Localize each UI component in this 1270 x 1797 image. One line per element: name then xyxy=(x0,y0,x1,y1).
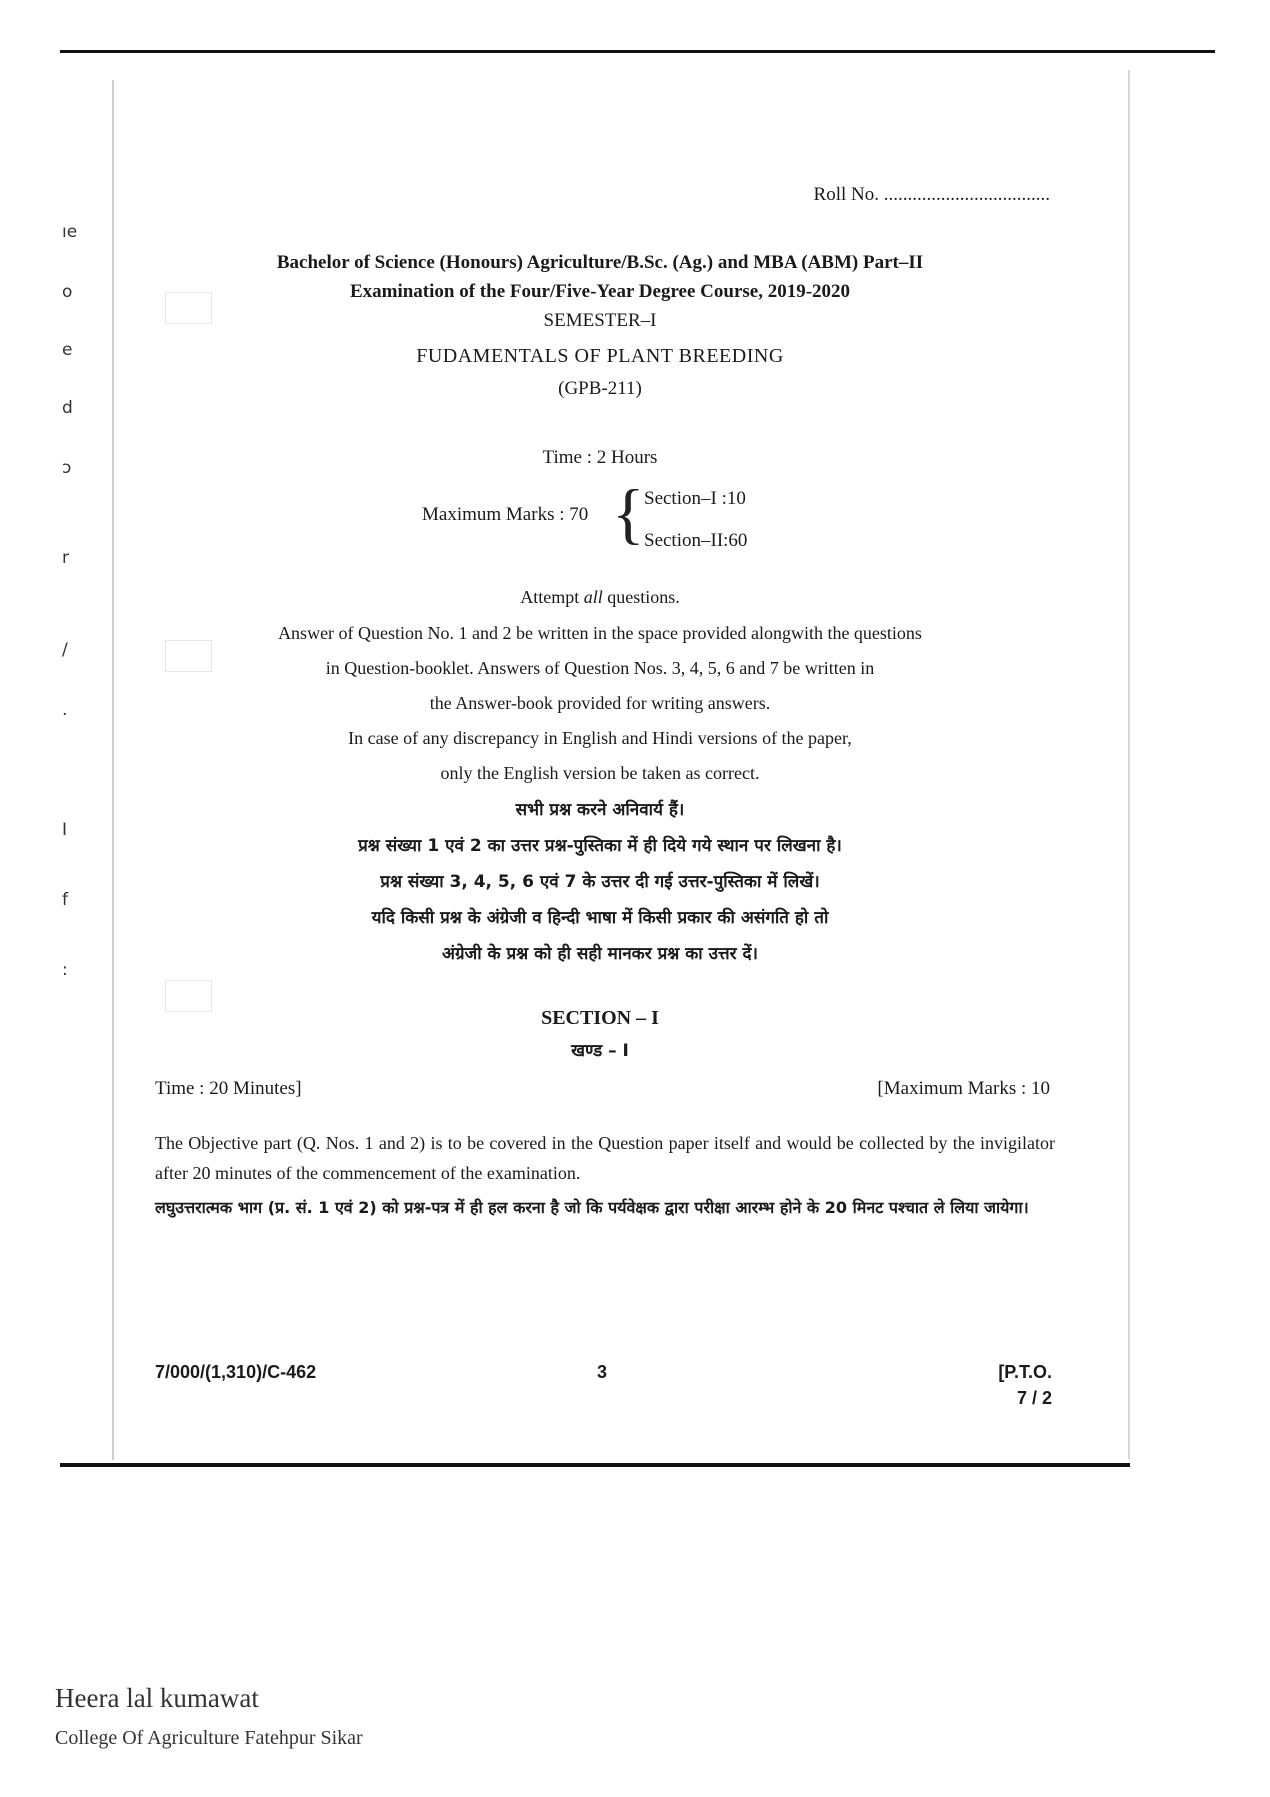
margin-fragment: f xyxy=(62,890,68,910)
course-code: (GPB-211) xyxy=(558,378,642,399)
margin-fragment: : xyxy=(62,960,68,980)
section-title-hindi: खण्ड – I xyxy=(571,1041,629,1061)
degree-title: Bachelor of Science (Honours) Agriculture/B.Sc. (Ag.) and MBA (ABM) Part–II xyxy=(276,252,924,273)
margin-fragment: o xyxy=(62,282,73,302)
instruction-line: Answer of Question No. 1 and 2 be written in the space provided alongwith the questions xyxy=(278,623,922,643)
attempt-all-instruction: Attempt all questions. xyxy=(520,587,680,607)
page-right-edge xyxy=(1128,70,1130,1460)
margin-fragment: d xyxy=(62,398,73,418)
top-border-rule xyxy=(60,50,1215,53)
pto-label: [P.T.O. xyxy=(998,1362,1052,1382)
margin-fragment: ɔ xyxy=(62,458,72,478)
section-time: Time : 20 Minutes] xyxy=(155,1078,302,1099)
maximum-marks: Maximum Marks : 70 xyxy=(422,504,589,525)
instruction-line: only the English version be taken as correct. xyxy=(440,763,760,783)
exam-title: Examination of the Four/Five-Year Degree Course, 2019-2020 xyxy=(349,281,851,302)
sheet-number: 7 / 2 xyxy=(1016,1388,1052,1408)
subject-title: FUDAMENTALS OF PLANT BREEDING xyxy=(416,345,784,367)
margin-fragment: r xyxy=(62,548,69,568)
bottom-border-rule xyxy=(60,1463,1130,1467)
curly-brace-glyph: { xyxy=(612,475,645,551)
roll-number-field: Roll No. ................................... xyxy=(813,184,1050,205)
section1-marks: Section–I :10 xyxy=(644,488,746,509)
hindi-instruction-line: सभी प्रश्न करने अनिवार्य हैं। xyxy=(515,800,685,820)
instruction-line: In case of any discrepancy in English and Hindi versions of the paper, xyxy=(348,728,852,748)
hindi-instruction-line: प्रश्न संख्या 3, 4, 5, 6 एवं 7 के उत्तर दी गई उत्तर-पुस्तिका में लिखें। xyxy=(380,872,820,892)
section-max-marks: [Maximum Marks : 10 xyxy=(877,1078,1050,1099)
exam-duration: Time : 2 Hours xyxy=(542,447,658,468)
margin-fragment: ıe xyxy=(62,222,78,242)
semester-label: SEMESTER–I xyxy=(543,310,657,331)
credit-college: College Of Agriculture Fatehpur Sikar xyxy=(55,1727,363,1749)
maximum-marks-block xyxy=(422,475,822,552)
objective-instruction-english: The Objective part (Q. Nos. 1 and 2) is to be covered in the Question paper itself and would be collected by the invigilator after 20 minutes of the commencement of the examination. xyxy=(155,1133,1055,1183)
credit-name: Heera lal kumawat xyxy=(55,1683,259,1713)
margin-fragment: / xyxy=(62,640,68,660)
hindi-instruction-line: यदि किसी प्रश्न के अंग्रेजी व हिन्दी भाषा में किसी प्रकार की असंगति हो तो xyxy=(371,908,829,928)
margin-fragment: I xyxy=(62,820,68,840)
objective-instruction-hindi: लघुउत्तरात्मक भाग (प्र. सं. 1 एवं 2) को प्रश्न-पत्र में ही हल करना है जो कि पर्यवेक्षक द्वारा परीक्षा आरम्भ होने के 20 मिनट पश्चात ले लिया जायेगा। xyxy=(155,1198,1029,1217)
page-number: 3 xyxy=(597,1362,608,1382)
section-time-row xyxy=(155,1078,1050,1100)
section2-marks: Section–II:60 xyxy=(644,530,748,551)
hindi-instruction-line: प्रश्न संख्या 1 एवं 2 का उत्तर प्रश्न-पुस्तिका में ही दिये गये स्थान पर लिखना है। xyxy=(358,836,842,856)
paper-code: 7/000/(1,310)/C-462 xyxy=(155,1362,317,1382)
margin-fragment: . xyxy=(62,700,68,720)
hindi-instruction-line: अंग्रेजी के प्रश्न को ही सही मानकर प्रश्न का उत्तर दें। xyxy=(442,944,758,964)
page-left-edge xyxy=(112,80,114,1460)
margin-fragment: e xyxy=(62,340,73,360)
instruction-line: in Question-booklet. Answers of Question Nos. 3, 4, 5, 6 and 7 be written in xyxy=(325,658,875,678)
section-title: SECTION – I xyxy=(541,1007,659,1029)
instruction-line: the Answer-book provided for writing answers. xyxy=(429,693,771,713)
